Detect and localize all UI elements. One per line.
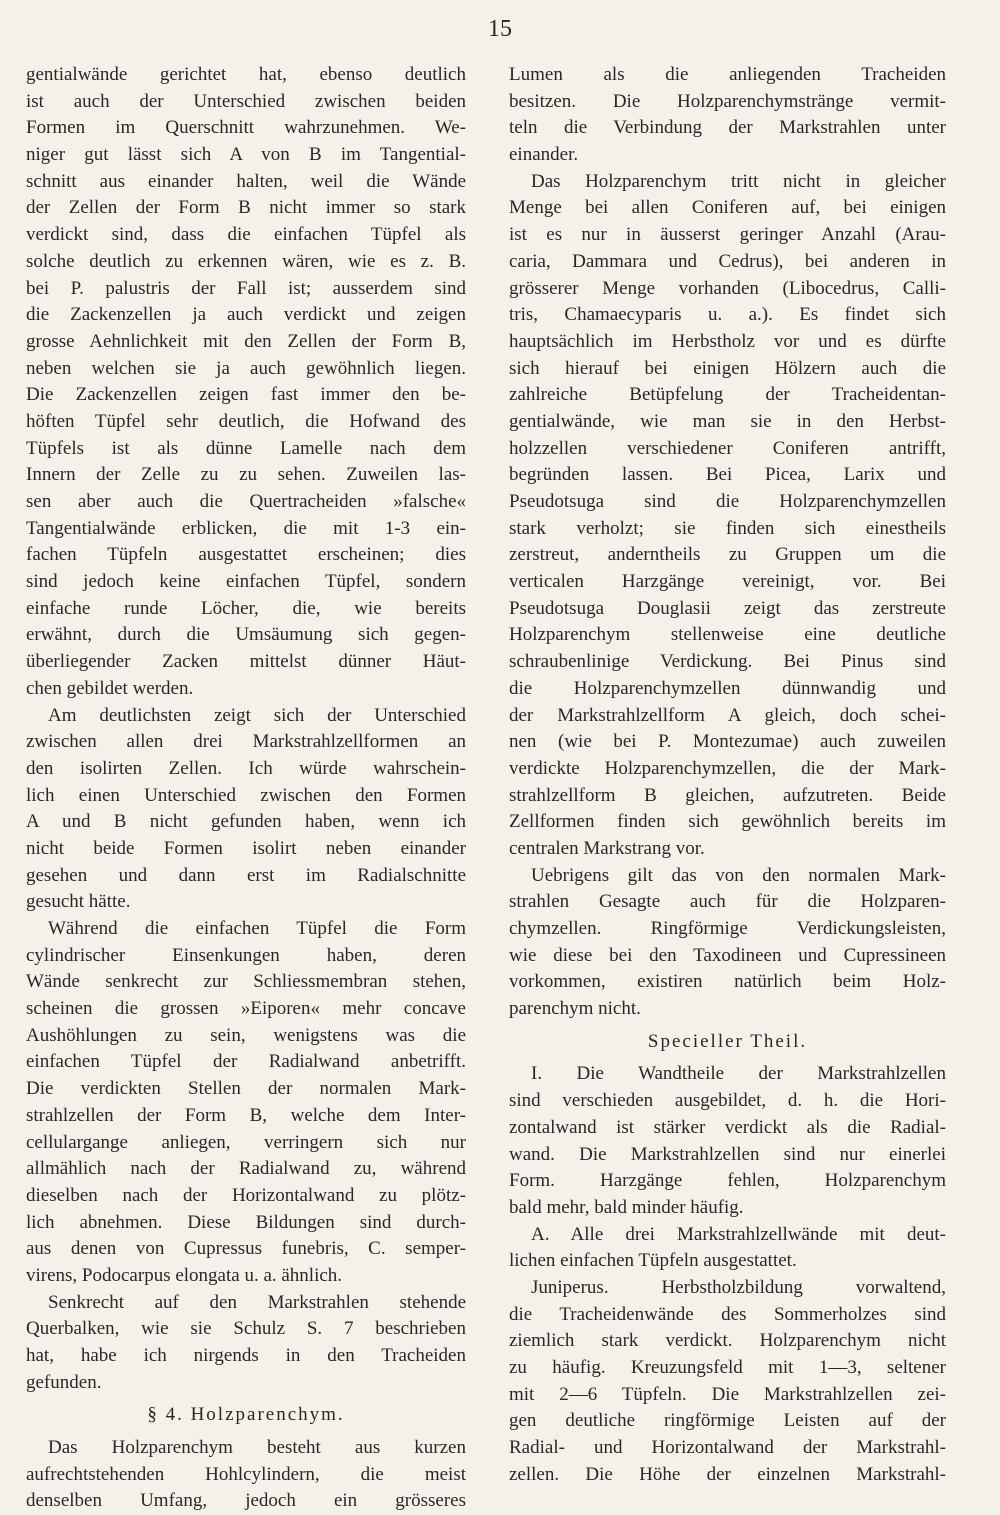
text-line: Am deutlichsten zeigt sich der Unterschied xyxy=(48,704,466,726)
text-line: Aushöhlungen zu sein, wenigstens was die xyxy=(26,1024,466,1046)
text-line: nicht beide Formen isolirt neben einander xyxy=(26,837,466,859)
text-line: sich hierauf bei einigen Hölzern auch die xyxy=(509,357,946,379)
text-line: nen (wie bei P. Montezumae) auch zuweilen xyxy=(509,731,946,753)
text-line: caria, Dammara und Cedrus), bei anderen in xyxy=(509,250,946,272)
text-line: sind jedoch keine einfachen Tüpfel, sondern xyxy=(26,571,466,593)
text-line: schnitt aus einander halten, weil die Wände xyxy=(26,170,466,192)
text-line: I. Die Wandtheile der Markstrahlzellen xyxy=(531,1063,946,1085)
text-line: stark verholzt; sie finden sich einestheils xyxy=(509,517,946,539)
text-line: Innern der Zelle zu zu sehen. Zuweilen las- xyxy=(26,464,466,486)
text-line: teln die Verbindung der Markstrahlen unter xyxy=(509,117,946,139)
text-line: Holzparenchym stellenweise eine deutliche xyxy=(509,624,946,646)
text-line: hauptsächlich im Herbstholz vor und es dürfte xyxy=(509,330,946,352)
text-line: Radial- und Horizontalwand der Markstrahl- xyxy=(509,1437,946,1459)
text-line: Das Holzparenchym besteht aus kurzen xyxy=(48,1437,466,1459)
text-column-left xyxy=(26,62,466,1515)
text-line: chymzellen. Ringförmige Verdickungsleisten, xyxy=(509,918,946,939)
text-line: Lumen als die anliegenden Tracheiden xyxy=(509,64,946,85)
text-line: Tüpfels ist als dünne Lamelle nach dem xyxy=(26,437,466,459)
text-line: lich abnehmen. Diese Bildungen sind durch- xyxy=(26,1211,466,1233)
text-line: Uebrigens gilt das von den normalen Mark- xyxy=(531,864,946,886)
text-line: dieselben nach der Horizontalwand zu plötz- xyxy=(26,1184,466,1206)
text-line: verticalen Harzgänge vereinigt, vor. Bei xyxy=(509,571,946,593)
text-line: Menge bei allen Coniferen auf, bei einigen xyxy=(509,197,946,219)
text-line: allmählich nach der Radialwand zu, während xyxy=(26,1158,466,1180)
text-line: der Markstrahlzellform A gleich, doch schei- xyxy=(509,704,946,726)
text-line: Querbalken, wie sie Schulz S. 7 beschrieben xyxy=(26,1318,466,1340)
page-number: 15 xyxy=(488,16,512,42)
text-line: scheinen die grossen »Eiporen« mehr concave xyxy=(26,998,466,1020)
text-line: grösserer Menge vorhanden (Libocedrus, Calli- xyxy=(509,277,946,299)
text-line: wie diese bei den Taxodineen und Cupressineen xyxy=(509,944,946,966)
text-line: zontalwand ist stärker verdickt als die Radial- xyxy=(509,1116,946,1138)
text-line: gen deutliche ringförmige Leisten auf der xyxy=(509,1410,946,1432)
text-line: die Zackenzellen ja auch verdickt und zeigen xyxy=(26,304,466,326)
text-line: sind verschieden ausgebildet, d. h. die Hori- xyxy=(509,1090,946,1112)
text-line: niger gut lässt sich A von B im Tangential- xyxy=(26,144,466,166)
text-line: Formen im Querschnitt wahrzunehmen. We- xyxy=(26,117,466,139)
text-line: Senkrecht auf den Markstrahlen stehende xyxy=(48,1291,466,1313)
text-line: einander. xyxy=(509,144,579,166)
text-line: aufrechtstehenden Hohlcylindern, die meist xyxy=(26,1463,466,1485)
text-line: einfache runde Löcher, die, wie bereits xyxy=(26,597,466,619)
text-line: Pseudotsuga Douglasii zeigt das zerstreute xyxy=(509,597,946,619)
text-line: sen aber auch die Quertracheiden »falsche« xyxy=(26,491,466,512)
text-line: Die Zackenzellen zeigen fast immer den be- xyxy=(26,384,466,406)
text-line: der Zellen der Form B nicht immer so stark xyxy=(26,197,466,219)
text-line: Juniperus. Herbstholzbildung vorwaltend, xyxy=(531,1276,946,1298)
text-line: begründen lassen. Bei Picea, Larix und xyxy=(509,464,946,486)
text-line: Pseudotsuga sind die Holzparenchymzellen xyxy=(509,491,946,512)
text-column-right xyxy=(509,62,946,1488)
text-line: bei P. palustris der Fall ist; ausserdem sind xyxy=(26,277,466,299)
text-line: bald mehr, bald minder häufig. xyxy=(509,1196,744,1218)
text-line: gesucht hätte. xyxy=(26,891,131,913)
text-line: zahlreiche Betüpfelung der Tracheidentan- xyxy=(509,384,946,406)
text-line: aus denen von Cupressus funebris, C. semper- xyxy=(26,1238,466,1260)
text-line: cellulargange anliegen, verringern sich nur xyxy=(26,1131,466,1153)
section-heading: Specieller Theil. xyxy=(647,1030,808,1052)
text-line: strahlzellen der Form B, welche dem Inter- xyxy=(26,1104,466,1126)
text-line: strahlzellform B gleichen, aufzutreten. Beide xyxy=(509,784,946,806)
text-line: besitzen. Die Holzparenchymstränge vermit- xyxy=(509,90,946,112)
text-line: Wände senkrecht zur Schliessmembran stehen, xyxy=(26,971,466,993)
text-line: schraubenlinige Verdickung. Bei Pinus sind xyxy=(509,651,946,673)
text-line: gesehen und dann erst im Radialschnitte xyxy=(26,864,466,886)
text-line: gentialwände gerichtet hat, ebenso deutlich xyxy=(26,64,466,85)
text-line: zerstreut, anderntheils zu Gruppen um die xyxy=(509,544,946,566)
text-line: die Tracheidenwände des Sommerholzes sind xyxy=(509,1303,946,1325)
text-line: überliegender Zacken mittelst dünner Häut- xyxy=(26,651,466,673)
text-line: zu häufig. Kreuzungsfeld mit 1—3, seltener xyxy=(509,1357,946,1378)
text-line: ist es nur in äusserst geringer Anzahl (Arau- xyxy=(509,224,946,246)
text-line: mit 2—6 Tüpfeln. Die Markstrahlzellen zei- xyxy=(509,1383,946,1405)
text-line: lichen einfachen Tüpfeln ausgestattet. xyxy=(509,1250,797,1272)
text-line: grosse Aehnlichkeit mit den Zellen der Form B, xyxy=(26,330,466,352)
text-line: wand. Die Markstrahlzellen sind nur einerlei xyxy=(509,1143,946,1165)
text-line: gentialwände, wie man sie in den Herbst- xyxy=(509,410,946,432)
text-line: lich einen Unterschied zwischen den Formen xyxy=(26,784,466,806)
text-line: Das Holzparenchym tritt nicht in gleicher xyxy=(531,170,946,192)
text-line: höften Tüpfel sehr deutlich, die Hofwand des xyxy=(26,410,466,432)
text-line: Tangentialwände erblicken, die mit 1-3 ein- xyxy=(26,517,466,539)
text-line: erwähnt, durch die Umsäumung sich gegen- xyxy=(26,624,466,646)
text-line: vorkommen, existiren natürlich beim Holz- xyxy=(509,971,946,993)
text-line: parenchym nicht. xyxy=(509,998,641,1020)
text-line: Während die einfachen Tüpfel die Form xyxy=(48,918,466,939)
text-line: den isolirten Zellen. Ich würde wahrschein- xyxy=(26,757,466,779)
section-heading: § 4. Holzparenchym. xyxy=(147,1404,345,1426)
text-line: denselben Umfang, jedoch ein grösseres xyxy=(26,1490,466,1512)
text-line: die Holzparenchymzellen dünnwandig und xyxy=(509,677,946,699)
text-line: tris, Chamaecyparis u. a.). Es findet sich xyxy=(509,304,946,326)
text-line: A. Alle drei Markstrahlzellwände mit deut- xyxy=(531,1223,946,1245)
text-line: Die verdickten Stellen der normalen Mark- xyxy=(26,1078,466,1100)
text-line: centralen Markstrang vor. xyxy=(509,837,705,859)
text-line: Zellformen finden sich gewöhnlich bereits im xyxy=(509,811,946,833)
text-line: verdickt sind, dass die einfachen Tüpfel als xyxy=(26,224,466,246)
text-line: fachen Tüpfeln ausgestattet erscheinen; dies xyxy=(26,544,466,566)
text-line: solche deutlich zu erkennen wären, wie es z. B. xyxy=(26,250,466,272)
text-line: verdickte Holzparenchymzellen, die der Mark- xyxy=(509,757,946,779)
text-line: Form. Harzgänge fehlen, Holzparenchym xyxy=(509,1170,946,1192)
text-line: chen gebildet werden. xyxy=(26,677,194,699)
text-line: strahlen Gesagte auch für die Holzparen- xyxy=(509,891,946,913)
text-line: holzzellen verschiedener Coniferen antrifft, xyxy=(509,437,946,459)
text-line: zellen. Die Höhe der einzelnen Markstrahl- xyxy=(509,1463,946,1485)
text-line: ist auch der Unterschied zwischen beiden xyxy=(26,90,466,112)
text-line: hat, habe ich nirgends in den Tracheiden xyxy=(26,1345,466,1366)
text-line: zwischen allen drei Markstrahlzellformen an xyxy=(26,731,466,753)
text-line: ziemlich stark verdickt. Holzparenchym nicht xyxy=(509,1330,946,1352)
text-line: gefunden. xyxy=(26,1371,102,1393)
text-line: A und B nicht gefunden haben, wenn ich xyxy=(26,811,466,833)
text-line: cylindrischer Einsenkungen haben, deren xyxy=(26,944,466,966)
text-line: virens, Podocarpus elongata u. a. ähnlich. xyxy=(26,1264,343,1286)
text-line: neben welchen sie ja auch gewöhnlich liegen. xyxy=(26,357,466,379)
text-line: einfachen Tüpfel der Radialwand anbetrifft. xyxy=(26,1051,466,1073)
